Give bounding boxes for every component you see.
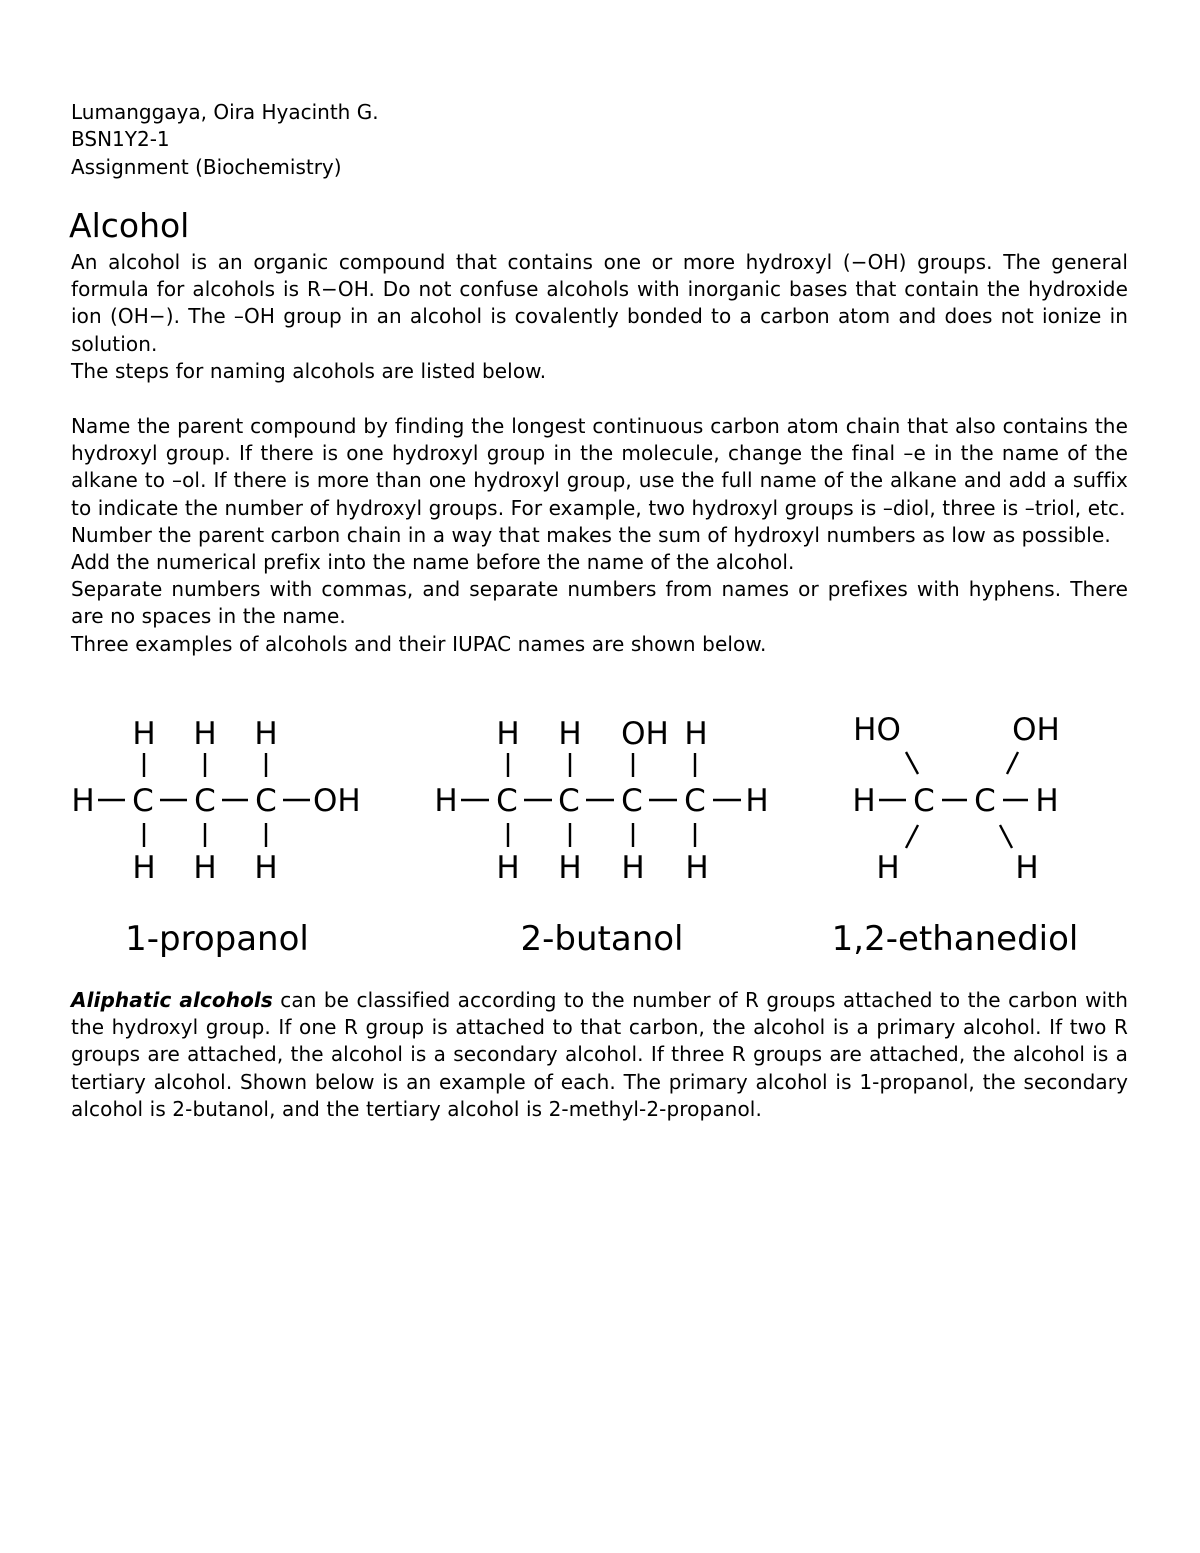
intro-section bbox=[71, 249, 1128, 385]
atom-ho: HO bbox=[853, 712, 901, 748]
atom-h: H bbox=[254, 716, 278, 752]
atom-h: H bbox=[745, 783, 769, 819]
atom-h: H bbox=[434, 783, 458, 819]
atom-h: H bbox=[685, 850, 709, 886]
atom-c: C bbox=[255, 783, 277, 819]
aliphatic-paragraph bbox=[71, 987, 1128, 1123]
step-2: Number the parent carbon chain in a way that makes the sum of hydroxyl numbers as low as possible. bbox=[71, 522, 1111, 547]
atom-oh: OH bbox=[313, 783, 361, 819]
atom-c: C bbox=[558, 783, 580, 819]
atom-h: H bbox=[876, 850, 900, 886]
structural-formulas-figure bbox=[60, 712, 1090, 967]
assignment-label: Assignment (Biochemistry) bbox=[71, 155, 342, 179]
atom-c: C bbox=[132, 783, 154, 819]
atom-h: H bbox=[621, 850, 645, 886]
molecule-name-2-butanol: 2-butanol bbox=[520, 919, 684, 959]
molecule-names bbox=[125, 919, 1078, 959]
atom-c: C bbox=[496, 783, 518, 819]
molecule-name-1-propanol: 1-propanol bbox=[125, 919, 309, 959]
intro-paragraph: An alcohol is an organic compound that contains one or more hydroxyl (−OH) groups. The general formula for alcohols is R−OH. Do not confuse alcohols with inorganic bases that contain the hydroxide ion (OH−). The –OH group in an alcohol is covalently bonded to a carbon atom and does not ionize in solution. bbox=[71, 250, 1128, 356]
atom-h: H bbox=[193, 850, 217, 886]
atom-c: C bbox=[913, 783, 935, 819]
naming-steps bbox=[71, 413, 1128, 658]
atom-h: H bbox=[1035, 783, 1059, 819]
atom-c: C bbox=[194, 783, 216, 819]
aliphatic-section bbox=[71, 987, 1128, 1123]
document-title: Alcohol bbox=[69, 206, 190, 245]
step-4: Separate numbers with commas, and separate numbers from names or prefixes with hyphens. There are no spaces in the name. bbox=[71, 577, 1128, 629]
step-1: Name the parent compound by finding the longest continuous carbon atom chain that also contains the hydroxyl group. If there is one hydroxyl group in the molecule, change the final –e in the name of the alkane to –ol. If there is more than one hydroxyl group, use the full name of the alkane and add a suffix to indicate the number of hydroxyl groups. For example, two hydroxyl groups is –diol, three is –triol, etc. bbox=[71, 414, 1128, 520]
atom-h: H bbox=[684, 716, 708, 752]
intro-steps-lead: The steps for naming alcohols are listed below. bbox=[71, 358, 547, 383]
molecule-name-ethanediol: 1,2-ethanediol bbox=[831, 919, 1079, 959]
atom-c: C bbox=[684, 783, 706, 819]
atom-oh: OH bbox=[1012, 712, 1060, 748]
step-3: Add the numerical prefix into the name before the name of the alcohol. bbox=[71, 550, 795, 575]
atom-c: C bbox=[621, 783, 643, 819]
section-code: BSN1Y2-1 bbox=[71, 127, 170, 151]
atom-h: H bbox=[558, 716, 582, 752]
atom-labels bbox=[71, 712, 1060, 886]
atom-h: H bbox=[852, 783, 876, 819]
atom-h: H bbox=[558, 850, 582, 886]
atom-c: C bbox=[974, 783, 996, 819]
atom-h: H bbox=[1015, 850, 1039, 886]
atom-h: H bbox=[71, 783, 95, 819]
atom-h: H bbox=[132, 850, 156, 886]
aliphatic-term: Aliphatic alcohols bbox=[71, 988, 273, 1012]
atom-h: H bbox=[193, 716, 217, 752]
atom-h: H bbox=[254, 850, 278, 886]
author-name: Lumanggaya, Oira Hyacinth G. bbox=[71, 100, 379, 124]
atom-h: H bbox=[496, 716, 520, 752]
step-5: Three examples of alcohols and their IUPAC names are shown below. bbox=[71, 631, 767, 656]
aliphatic-text: can be classified according to the number of R groups attached to the carbon with the hydroxyl group. If one R group is attached to that carbon, the alcohol is a primary alcohol. If two R groups are attached, the alcohol is a secondary alcohol. If three R groups are attached, the alcohol is a tertiary alcohol. Shown below is an example of each. The primary alcohol is 1-propanol, the secondary alcohol is 2-butanol, and the tertiary alcohol is 2-methyl-2-propanol. bbox=[71, 988, 1128, 1121]
atom-oh: OH bbox=[621, 716, 669, 752]
atom-h: H bbox=[496, 850, 520, 886]
atom-h: H bbox=[132, 716, 156, 752]
